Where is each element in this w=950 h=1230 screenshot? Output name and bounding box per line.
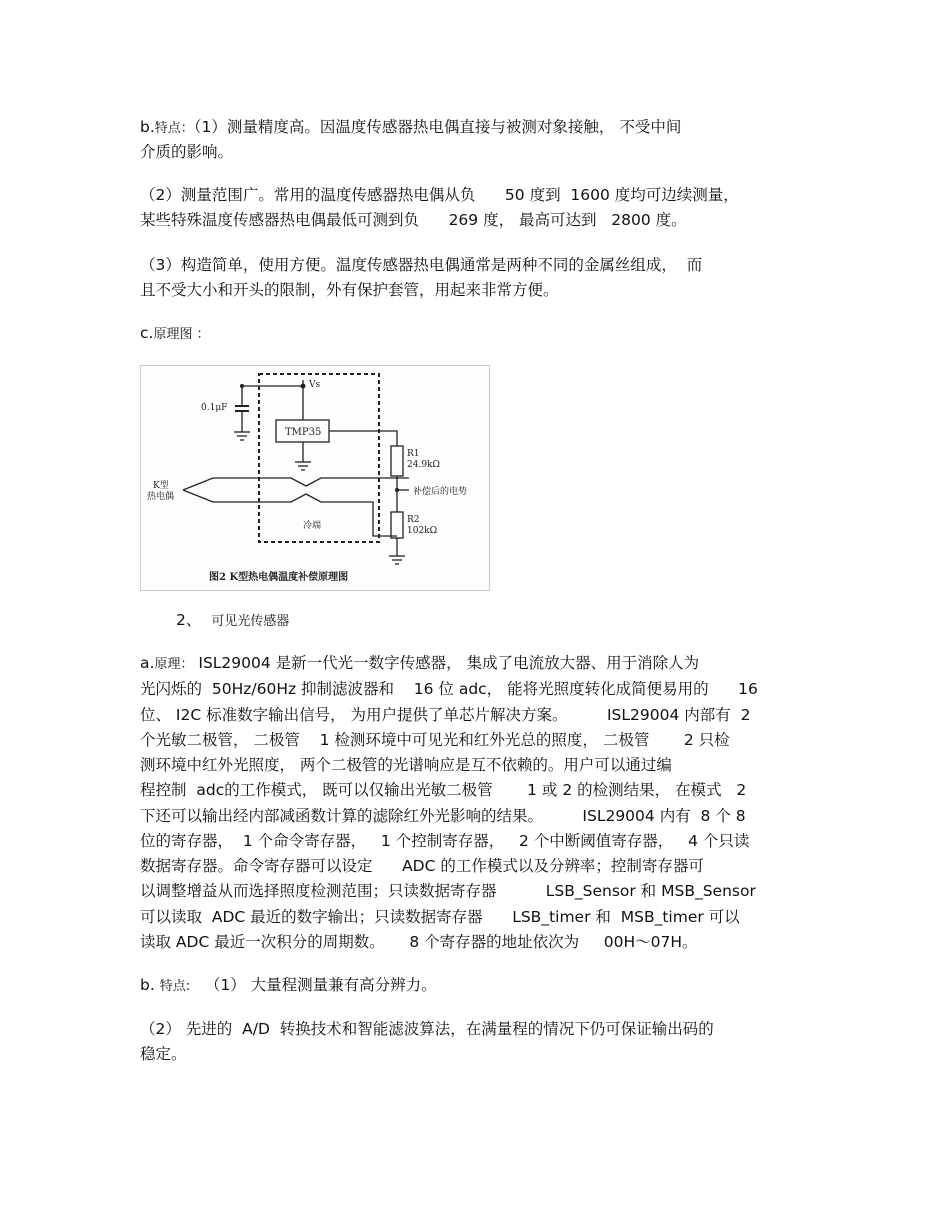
c-prefix: c. xyxy=(140,324,154,342)
a-line-7: 下还可以输出经内部减函数计算的滤除红外光影响的结果。 ISL29004 内有 8 个 8 xyxy=(140,807,746,825)
b-light-prefix: b. xyxy=(140,976,160,994)
a-line-4: 个光敏二极管， 二极管 1 检测环境中可见光和红外光总的照度， 二极管 2 只检 xyxy=(140,731,730,749)
b-light2-line-2: 稳定。 xyxy=(140,1045,187,1063)
a-line-12: 读取 ADC 最近一次积分的周期数。 8 个寄存器的地址依次为 00H～07H。 xyxy=(140,933,698,951)
a-text-1: ISL29004 是新一代光一数字传感器， 集成了电流放大器、用于消除人为 xyxy=(193,654,700,672)
a-line-11: 可以读取 ADC 最近的数字输出；只读数据寄存器 LSB_timer 和 MSB_timer 可以 xyxy=(140,908,740,926)
r2-body xyxy=(391,512,403,538)
thermo-label-1: K型 xyxy=(153,481,169,491)
a-line-9: 数据寄存器。命令寄存器可以设定 ADC 的工作模式以及分辨率；控制寄存器可 xyxy=(140,857,704,875)
b3-line-2: 且不受大小和开头的限制，外有保护套管，用起来非常方便。 xyxy=(140,281,559,299)
b3-line-1: （3）构造简单，使用方便。温度传感器热电偶通常是两种不同的金属丝组成， 而 xyxy=(140,256,703,274)
c-label: 原理图 ： xyxy=(153,327,210,342)
r2-name: R2 xyxy=(407,515,420,525)
thermo-wire-bottom xyxy=(183,490,397,536)
figure-caption: 图2 K型热电偶温度补偿原理图 xyxy=(209,572,349,583)
output-node xyxy=(395,488,399,492)
r2-value: 102kΩ xyxy=(407,526,438,536)
section-2-number: 2、 xyxy=(176,611,202,629)
thermo-wire-top xyxy=(183,478,409,490)
r1-value: 24.9kΩ xyxy=(407,460,440,470)
thermo-label-2: 热电偶 xyxy=(147,492,175,502)
a-prefix: a. xyxy=(140,654,155,672)
b-light-line-1 xyxy=(140,974,437,998)
tmp35-output-wire xyxy=(329,431,397,446)
b1-label: 特点： xyxy=(154,121,194,136)
r1-name: R1 xyxy=(407,449,420,459)
cap-label: 0.1μF xyxy=(201,403,228,413)
b-light2-line-1: （2） 先进的 A/D 转换技术和智能滤波算法，在满量程的情况下仍可保证输出码的 xyxy=(140,1020,714,1038)
a-line-5: 测环境中红外光照度， 两个二极管的光谱响应是互不依赖的。用户可以通过编 xyxy=(140,756,672,774)
c-heading xyxy=(140,322,210,346)
a-line-1 xyxy=(140,652,699,676)
b1-line-1 xyxy=(140,116,681,140)
b2-line-1: （2）测量范围广。常用的温度传感器热电偶从负 50 度到 1600 度均可边续测量， xyxy=(140,186,739,204)
b1-prefix: b. xyxy=(140,118,155,136)
b1-text-1: （1）测量精度高。因温度传感器热电偶直接与被测对象接触， 不受中间 xyxy=(193,118,682,136)
section-2-heading xyxy=(176,609,289,633)
a-line-6: 程控制 adc的工作模式， 既可以仅输出光敏二极管 1 或 2 的检测结果， 在模式 2 xyxy=(140,781,747,799)
dashed-box xyxy=(259,374,379,542)
cap-node xyxy=(240,384,244,388)
a-line-8: 位的寄存器， 1 个命令寄存器， 1 个控制寄存器， 2 个中断阈值寄存器， 4 个只读 xyxy=(140,832,750,850)
output-label: 补偿后的电势 xyxy=(413,487,468,497)
a-line-2: 光闪烁的 50Hz/60Hz 抑制滤波器和 16 位 adc， 能将光照度转化成简便易用的 16 xyxy=(140,680,758,698)
vs-node xyxy=(301,384,306,389)
b-light-text-1: （1） 大量程测量兼有高分辨力。 xyxy=(190,976,437,994)
a-line-3: 位、 I2C 标准数字输出信号， 为用户提供了单芯片解决方案。 ISL29004 内部有 2 xyxy=(140,706,751,724)
a-label: 原理： xyxy=(154,657,194,672)
circuit-diagram xyxy=(141,366,489,590)
cold-junction-label: 冷端 xyxy=(303,521,322,531)
b1-line-2: 介质的影响。 xyxy=(140,143,234,161)
circuit-figure xyxy=(140,365,490,591)
a-line-10: 以调整增益从而选择照度检测范围；只读数据寄存器 LSB_Sensor 和 MSB_Sensor xyxy=(140,882,756,900)
tmp35-label: TMP35 xyxy=(285,427,322,438)
b2-line-2: 某些特殊温度传感器热电偶最低可测到负 269 度， 最高可达到 2800 度。 xyxy=(140,211,687,229)
section-2-title: 可见光传感器 xyxy=(211,614,290,629)
vs-label: Vs xyxy=(309,380,321,390)
b-light-label: 特点: xyxy=(159,979,191,994)
r1-body xyxy=(391,446,403,476)
